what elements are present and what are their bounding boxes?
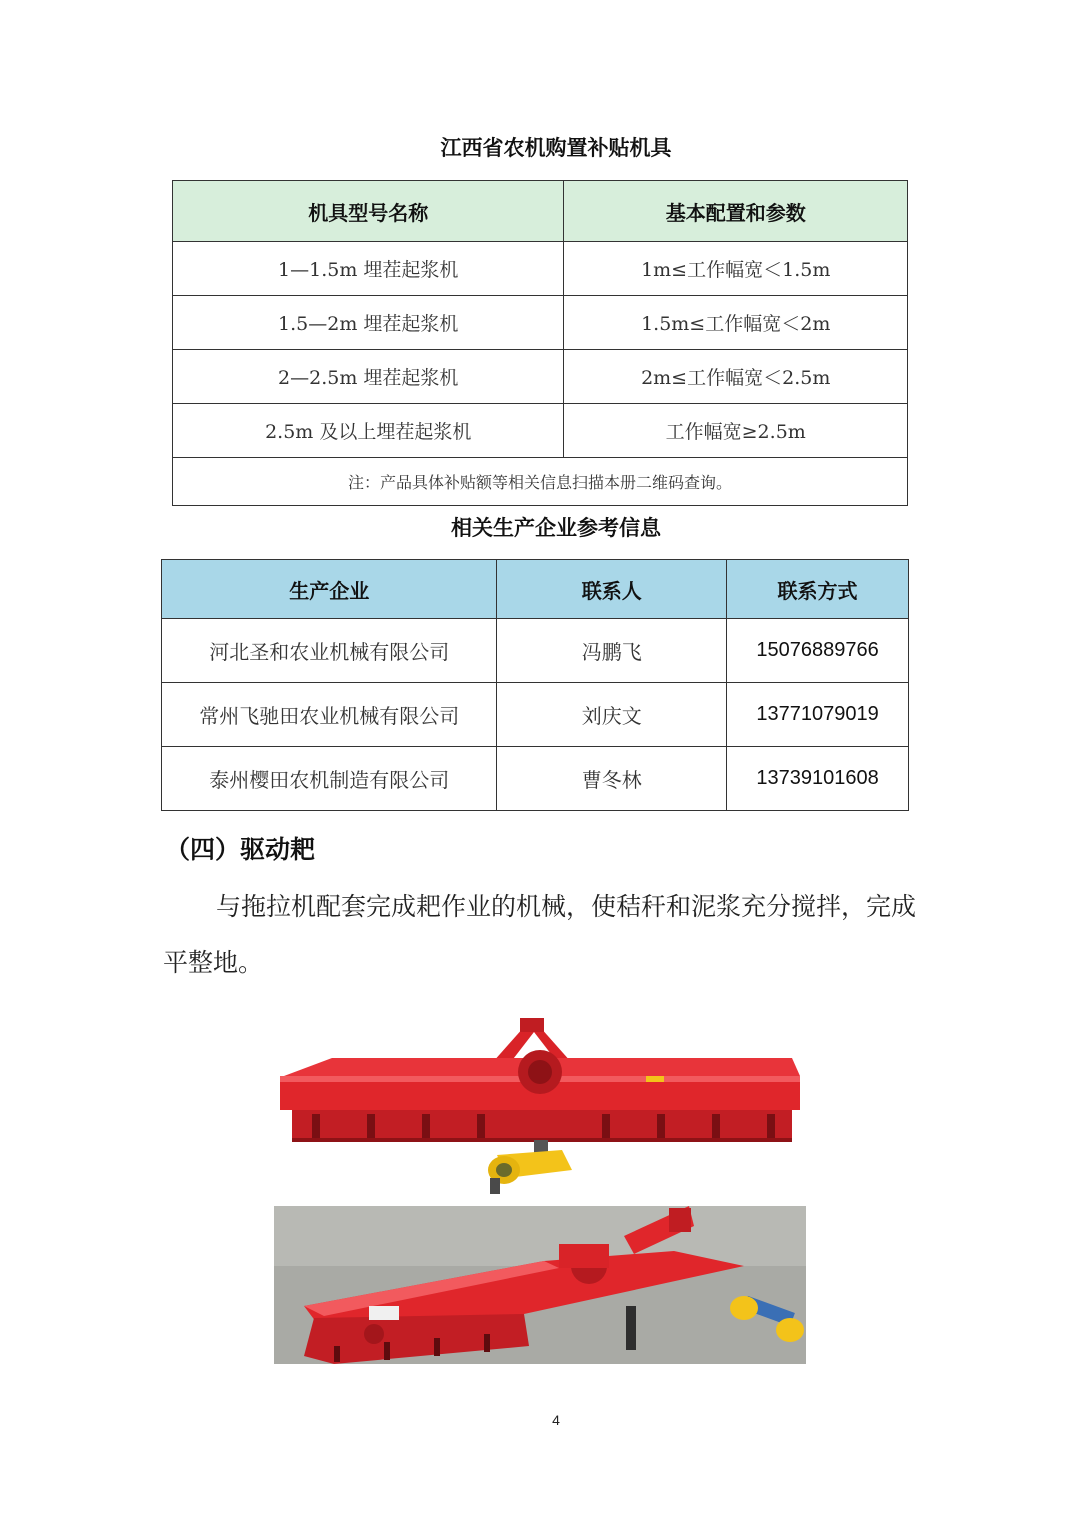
description-line-1: 与拖拉机配套完成耙作业的机械，使秸秆和泥浆充分搅拌，完成 bbox=[216, 892, 917, 921]
table-row bbox=[162, 619, 909, 683]
contact-cell: 曹冬林 bbox=[497, 747, 727, 811]
phone-cell: 13739101608 bbox=[727, 747, 909, 811]
manufacturer-table bbox=[161, 559, 909, 811]
table-header-row bbox=[173, 181, 908, 242]
table2-title: 相关生产企业参考信息 bbox=[451, 516, 661, 540]
phone-cell: 15076889766 bbox=[727, 619, 909, 683]
table-row bbox=[173, 296, 908, 350]
model-name-cell: 2.5m 及以上埋茬起浆机 bbox=[173, 404, 564, 458]
column-header: 联系方式 bbox=[727, 560, 909, 619]
contact-cell: 冯鹏飞 bbox=[497, 619, 727, 683]
model-name-cell: 1.5—2m 埋茬起浆机 bbox=[173, 296, 564, 350]
table-note-row bbox=[173, 458, 908, 506]
config-cell: 1.5m≤工作幅宽＜2m bbox=[564, 296, 908, 350]
company-cell: 泰州樱田农机制造有限公司 bbox=[162, 747, 497, 811]
model-name-cell: 2—2.5m 埋茬起浆机 bbox=[173, 350, 564, 404]
table-row bbox=[173, 350, 908, 404]
table-row bbox=[173, 242, 908, 296]
subsidy-table bbox=[172, 180, 908, 506]
column-header: 联系人 bbox=[497, 560, 727, 619]
column-header: 机具型号名称 bbox=[173, 181, 564, 242]
config-cell: 1m≤工作幅宽＜1.5m bbox=[564, 242, 908, 296]
description-line-2: 平整地。 bbox=[163, 948, 264, 977]
column-header: 基本配置和参数 bbox=[564, 181, 908, 242]
table-header-row bbox=[162, 560, 909, 619]
page-number: 4 bbox=[552, 1412, 560, 1428]
contact-cell: 刘庆文 bbox=[497, 683, 727, 747]
table-note: 注：产品具体补贴额等相关信息扫描本册二维码查询。 bbox=[173, 458, 908, 506]
power-harrow-photo-1 bbox=[272, 1010, 812, 1200]
company-cell: 常州飞驰田农业机械有限公司 bbox=[162, 683, 497, 747]
config-cell: 2m≤工作幅宽＜2.5m bbox=[564, 350, 908, 404]
column-header: 生产企业 bbox=[162, 560, 497, 619]
config-cell: 工作幅宽≥2.5m bbox=[564, 404, 908, 458]
table-row bbox=[162, 747, 909, 811]
table1-title: 江西省农机购置补贴机具 bbox=[440, 136, 672, 160]
power-harrow-photo-2 bbox=[274, 1206, 806, 1364]
model-name-cell: 1—1.5m 埋茬起浆机 bbox=[173, 242, 564, 296]
table-row bbox=[162, 683, 909, 747]
company-cell: 河北圣和农业机械有限公司 bbox=[162, 619, 497, 683]
phone-cell: 13771079019 bbox=[727, 683, 909, 747]
section-heading: （四）驱动耙 bbox=[165, 835, 316, 864]
table-row bbox=[173, 404, 908, 458]
